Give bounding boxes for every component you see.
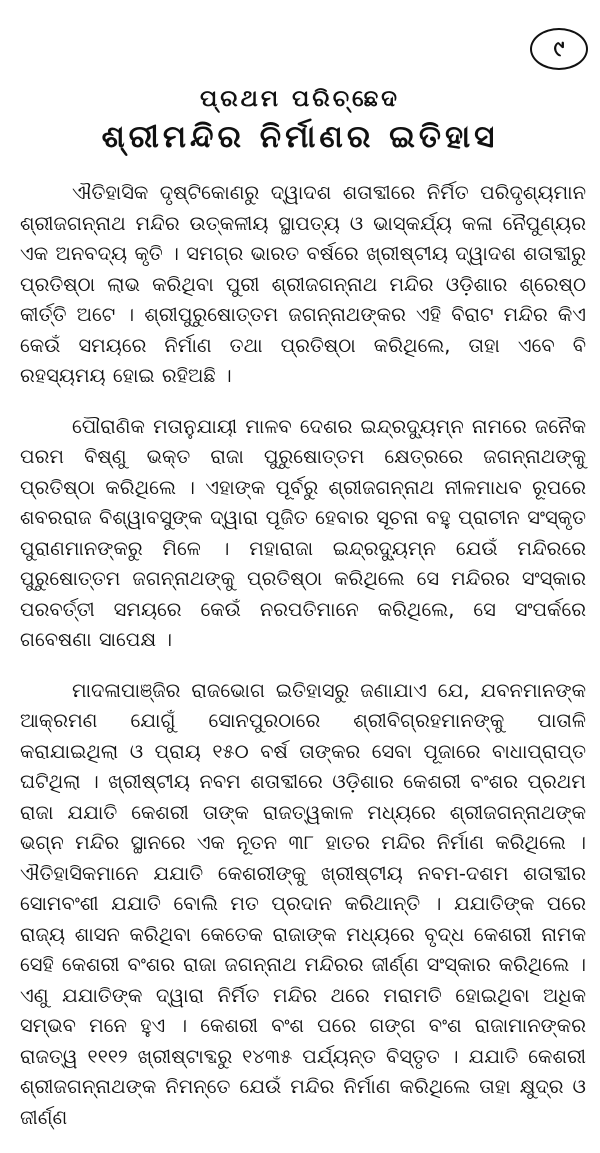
paragraph: ଐତିହାସିକ ଦୃଷ୍ଟିକୋଣରୁ ଦ୍ୱାଦଶ ଶତାବ୍ଦୀରେ ନିର୍ମିତ ପରିଦୃଶ୍ୟମାନ ଶ୍ରୀଜଗନ୍ନାଥ ମନ୍ଦିର ଉତ୍କଳୀୟ ସ୍ଥାପତ୍ୟ ଓ ଭାସ୍କର୍ଯ୍ୟ କଳା ନୈପୁଣ୍ୟର ଏକ ଅନବଦ୍ୟ କୃତି । ସମଗ୍ର ଭାରତ ବର୍ଷରେ ଖ୍ରୀଷ୍ଟୀୟ ଦ୍ୱାଦଶ ଶତାବ୍ଦୀରୁ ପ୍ରତିଷ୍ଠା ଲାଭ କରିଥିବା ପୁରୀ ଶ୍ରୀଜଗନ୍ନାଥ ମନ୍ଦିର ଓଡ଼ିଶାର ଶ୍ରେଷ୍ଠ କୀର୍ତ୍ତି ଅଟେ । ଶ୍ରୀପୁରୁଷୋତ୍ତମ ଜଗନ୍ନାଥଙ୍କର ଏହି ବିରାଟ ମନ୍ଦିର କିଏ କେଉଁ ସମୟରେ ନିର୍ମାଣ ତଥା ପ୍ରତିଷ୍ଠା କରିଥିଲେ, ତାହା ଏବେ ବି ରହସ୍ୟମୟ ହୋଇ ରହିଅଛି ।	[20, 181, 586, 387]
paragraph: ମାଦଳାପାଞ୍ଜିର ରାଜଭୋଗ ଇତିହାସରୁ ଜଣାଯାଏ ଯେ, ଯବନମାନଙ୍କ ଆକ୍ରମଣ ଯୋଗୁଁ ସୋନପୁରଠାରେ ଶ୍ରୀବିଗ୍ରହମାନଙ୍କୁ ପାତାଳି କରାଯାଇଥିଲା ଓ ପ୍ରାୟ ୧୫୦ ବର୍ଷ ତାଙ୍କର ସେବା ପୂଜାରେ ବାଧାପ୍ରାପ୍ତ ଘଟିଥିଲା । ଖ୍ରୀଷ୍ଟୀୟ ନବମ ଶତାବ୍ଦୀରେ ଓଡ଼ିଶାର କେଶରୀ ବଂଶର ପ୍ରଥମ ରାଜା ଯଯାତି କେଶରୀ ତାଙ୍କ ରାଜତ୍ୱକାଳ ମଧ୍ୟରେ ଶ୍ରୀଜଗନ୍ନାଥଙ୍କ ଭଗ୍ନ ମନ୍ଦିର ସ୍ଥାନରେ ଏକ ନୂତନ ୩୮ ହାତର ମନ୍ଦିର ନିର୍ମାଣ କରିଥିଲେ । ଐତିହାସିକମାନେ ଯଯାତି କେଶରୀଙ୍କୁ ଖ୍ରୀଷ୍ଟୀୟ ନବମ-ଦଶମ ଶତାବ୍ଦୀର ସୋମବଂଶୀ ଯଯାତି ବୋଲି ମତ ପ୍ରଦାନ କରିଥାନ୍ତି । ଯଯାତିଙ୍କ ପରେ ରାଜ୍ୟ ଶାସନ କରିଥିବା କେତେକ ରାଜାଙ୍କ ମଧ୍ୟରେ ବୃଦ୍ଧ କେଶରୀ ନାମକ ସେହି କେଶରୀ ବଂଶର ରାଜା ଜଗନ୍ନାଥ ମନ୍ଦିରର ଜୀର୍ଣ୍ଣ ସଂସ୍କାର କରିଥିଲେ । ଏଣୁ ଯଯାତିଙ୍କ ଦ୍ୱାରା ନିର୍ମିତ ମନ୍ଦିର ଥରେ ମରାମତି ହୋଇଥିବା ଅଧିକ ସମ୍ଭବ ମନେ ହୁଏ । କେଶରୀ ବଂଶ ପରେ ଗଙ୍ଗ ବଂଶ ରାଜାମାନଙ୍କର ରାଜତ୍ୱ ୧୧୧୨ ଖ୍ରୀଷ୍ଟାବ୍ଦରୁ ୧୪୩୫ ପର୍ଯ୍ୟନ୍ତ ବିସ୍ତୃତ । ଯଯାତି କେଶରୀ ଶ୍ରୀଜଗନ୍ନାଥଙ୍କ ନିମନ୍ତେ ଯେଉଁ ମନ୍ଦିର ନିର୍ମାଣ କରିଥିଲେ ତାହା କ୍ଷୁଦ୍ର ଓ ଜୀର୍ଣ୍ଣ	[20, 678, 586, 1129]
page-title: ଶ୍ରୀମନ୍ଦିର ନିର୍ମାଣର ଇତିହାସ	[101, 119, 499, 155]
chapter-heading: ପ୍ରଥମ ପରିଚ୍ଛେଦ	[200, 86, 400, 112]
document-body	[20, 178, 586, 1153]
paragraph: ପୌରାଣିକ ମତାନୁଯାୟୀ ମାଳବ ଦେଶର ଇନ୍ଦ୍ରଦ୍ୟୁମ୍ନ ନାମରେ ଜନୈକ ପରମ ବିଷ୍ଣୁ ଭକ୍ତ ରାଜା ପୁରୁଷୋତ୍ତମ କ୍ଷେତ୍ରରେ ଜଗନ୍ନାଥଙ୍କୁ ପ୍ରତିଷ୍ଠା କରିଥିଲେ । ଏହାଙ୍କ ପୂର୍ବରୁ ଶ୍ରୀଜଗନ୍ନାଥ ନୀଳମାଧବ ରୂପରେ ଶବରରାଜ ବିଶ୍ୱାବସୁଙ୍କ ଦ୍ୱାରା ପୂଜିତ ହେବାର ସୂଚନା ବହୁ ପ୍ରାଚୀନ ସଂସ୍କୃତ ପୁରାଣମାନଙ୍କରୁ ମିଳେ । ମହାରାଜା ଇନ୍ଦ୍ରଦ୍ୟୁମ୍ନ ଯେଉଁ ମନ୍ଦିରରେ ପୁରୁଷୋତ୍ତମ ଜଗନ୍ନାଥଙ୍କୁ ପ୍ରତିଷ୍ଠା କରିଥିଲେ ସେ ମନ୍ଦିରର ସଂସ୍କାର ପରବର୍ତ୍ତୀ ସମୟରେ କେଉଁ ନରପତିମାନେ କରିଥିଲେ, ସେ ସଂପର୍କରେ ଗବେଷଣା ସାପେକ୍ଷ ।	[20, 414, 586, 651]
page-number	[530, 28, 588, 70]
page-number-label: ୯	[553, 36, 565, 62]
